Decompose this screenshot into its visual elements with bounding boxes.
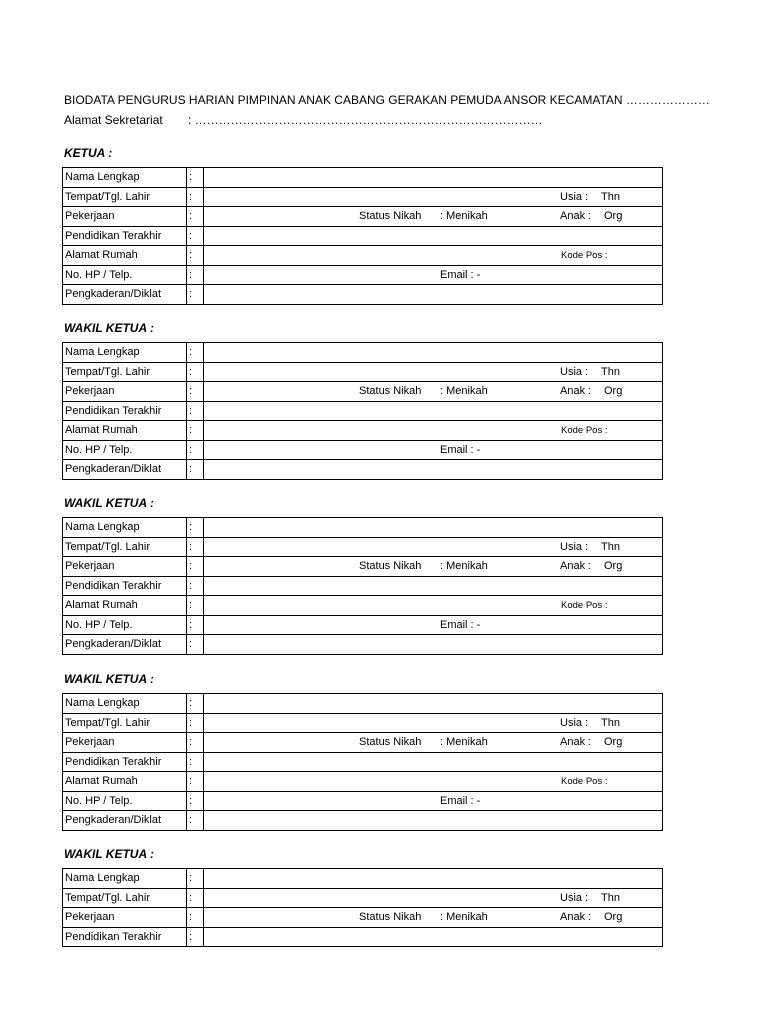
section-wakil-ketua (62, 847, 662, 947)
row-ttl (63, 713, 663, 733)
row-nama (63, 518, 663, 538)
colon: : (187, 635, 204, 655)
label-ttl: Tempat/Tgl. Lahir (63, 187, 187, 207)
org-label: Org (604, 210, 623, 222)
field-alamat[interactable] (204, 772, 663, 792)
field-kaderisasi[interactable] (204, 285, 663, 305)
colon: : (187, 168, 204, 188)
email-label: Email : - (440, 794, 481, 807)
section-title: WAKIL KETUA : (64, 321, 154, 335)
document-title: BIODATA PENGURUS HARIAN PIMPINAN ANAK CABANG GERAKAN PEMUDA ANSOR KECAMATAN ………………… (64, 93, 710, 107)
row-kaderisasi (63, 460, 663, 480)
label-alamat: Alamat Rumah (63, 421, 187, 441)
usia-label: Usia : (560, 716, 589, 729)
usia-label: Usia : (560, 190, 589, 203)
biodata-table (62, 517, 663, 655)
row-alamat (63, 772, 663, 792)
thn-label: Thn (601, 891, 620, 904)
colon: : (187, 557, 204, 577)
field-ttl[interactable] (204, 888, 663, 908)
menikah-value: : Menikah (440, 210, 488, 222)
row-alamat (63, 421, 663, 441)
colon: : (187, 207, 204, 227)
colon: : (187, 246, 204, 266)
field-kaderisasi[interactable] (204, 460, 663, 480)
field-alamat[interactable] (204, 596, 663, 616)
kode-pos-label: Kode Pos : (561, 600, 608, 611)
label-ttl: Tempat/Tgl. Lahir (63, 888, 187, 908)
label-nama: Nama Lengkap (63, 168, 187, 188)
section-title: KETUA : (64, 146, 113, 160)
thn-label: Thn (601, 716, 620, 729)
row-alamat (63, 596, 663, 616)
colon: : (187, 927, 204, 947)
label-pekerjaan: Pekerjaan (63, 733, 187, 753)
colon: : (187, 421, 204, 441)
field-hp[interactable] (204, 440, 663, 460)
label-alamat: Alamat Rumah (63, 246, 187, 266)
section-wakil-ketua (62, 496, 662, 655)
section-wakil-ketua (62, 672, 662, 831)
row-hp (63, 791, 663, 811)
row-ttl (63, 187, 663, 207)
field-nama[interactable] (204, 343, 663, 363)
org-label: Org (604, 560, 623, 572)
field-kaderisasi[interactable] (204, 811, 663, 831)
label-pendidikan: Pendidikan Terakhir (63, 927, 187, 947)
row-kaderisasi (63, 811, 663, 831)
colon: : (187, 791, 204, 811)
row-kaderisasi (63, 635, 663, 655)
label-hp: No. HP / Telp. (63, 265, 187, 285)
anak-label: Anak : (560, 560, 592, 572)
field-alamat[interactable] (204, 421, 663, 441)
label-nama: Nama Lengkap (63, 694, 187, 714)
colon: : (187, 226, 204, 246)
label-nama: Nama Lengkap (63, 343, 187, 363)
field-nama[interactable] (204, 518, 663, 538)
label-pekerjaan: Pekerjaan (63, 908, 187, 928)
section-title: WAKIL KETUA : (64, 496, 154, 510)
colon: : (187, 187, 204, 207)
status-nikah-label: Status Nikah (359, 911, 422, 923)
field-pekerjaan[interactable] (204, 382, 663, 402)
row-pekerjaan (63, 908, 663, 928)
colon: : (187, 752, 204, 772)
colon: : (187, 285, 204, 305)
anak-label: Anak : (560, 385, 592, 397)
field-ttl[interactable] (204, 713, 663, 733)
field-pendidikan[interactable] (204, 927, 663, 947)
colon: : (187, 440, 204, 460)
colon: : (187, 869, 204, 889)
colon: : (187, 343, 204, 363)
colon: : (187, 694, 204, 714)
section-title: WAKIL KETUA : (64, 847, 154, 861)
menikah-value: : Menikah (440, 911, 488, 923)
row-hp (63, 615, 663, 635)
field-pekerjaan[interactable] (204, 908, 663, 928)
row-ttl (63, 888, 663, 908)
row-ttl (63, 362, 663, 382)
section-ketua (62, 146, 662, 305)
label-kaderisasi: Pengkaderan/Diklat (63, 460, 187, 480)
colon: : (187, 265, 204, 285)
org-label: Org (604, 385, 623, 397)
colon: : (187, 576, 204, 596)
field-pekerjaan[interactable] (204, 557, 663, 577)
menikah-value: : Menikah (440, 560, 488, 572)
colon: : (187, 772, 204, 792)
address-value: : …………………………………………………………………………… (188, 113, 543, 127)
status-nikah-label: Status Nikah (359, 210, 422, 222)
email-label: Email : - (440, 268, 481, 281)
label-kaderisasi: Pengkaderan/Diklat (63, 811, 187, 831)
label-alamat: Alamat Rumah (63, 596, 187, 616)
org-label: Org (604, 736, 623, 748)
colon: : (187, 888, 204, 908)
biodata-table (62, 342, 663, 480)
org-label: Org (604, 911, 623, 923)
label-hp: No. HP / Telp. (63, 615, 187, 635)
row-pendidikan (63, 401, 663, 421)
colon: : (187, 537, 204, 557)
label-kaderisasi: Pengkaderan/Diklat (63, 285, 187, 305)
email-label: Email : - (440, 443, 481, 456)
label-pendidikan: Pendidikan Terakhir (63, 226, 187, 246)
section-title: WAKIL KETUA : (64, 672, 154, 686)
email-label: Email : - (440, 618, 481, 631)
field-pekerjaan[interactable] (204, 207, 663, 227)
colon: : (187, 908, 204, 928)
row-hp (63, 265, 663, 285)
colon: : (187, 518, 204, 538)
row-pendidikan (63, 576, 663, 596)
label-hp: No. HP / Telp. (63, 791, 187, 811)
kode-pos-label: Kode Pos : (561, 776, 608, 787)
colon: : (187, 713, 204, 733)
menikah-value: : Menikah (440, 385, 488, 397)
field-hp[interactable] (204, 791, 663, 811)
colon: : (187, 733, 204, 753)
kode-pos-label: Kode Pos : (561, 250, 608, 261)
row-pendidikan (63, 226, 663, 246)
anak-label: Anak : (560, 210, 592, 222)
row-pendidikan (63, 927, 663, 947)
colon: : (187, 460, 204, 480)
label-ttl: Tempat/Tgl. Lahir (63, 713, 187, 733)
address-line (64, 113, 543, 127)
status-nikah-label: Status Nikah (359, 560, 422, 572)
label-pendidikan: Pendidikan Terakhir (63, 576, 187, 596)
field-pendidikan[interactable] (204, 226, 663, 246)
field-nama[interactable] (204, 168, 663, 188)
thn-label: Thn (601, 540, 620, 553)
field-kaderisasi[interactable] (204, 635, 663, 655)
row-pekerjaan (63, 382, 663, 402)
label-alamat: Alamat Rumah (63, 772, 187, 792)
field-ttl[interactable] (204, 362, 663, 382)
label-ttl: Tempat/Tgl. Lahir (63, 537, 187, 557)
colon: : (187, 362, 204, 382)
biodata-table (62, 868, 663, 947)
row-ttl (63, 537, 663, 557)
thn-label: Thn (601, 190, 620, 203)
colon: : (187, 615, 204, 635)
label-kaderisasi: Pengkaderan/Diklat (63, 635, 187, 655)
colon: : (187, 382, 204, 402)
row-pekerjaan (63, 733, 663, 753)
field-hp[interactable] (204, 615, 663, 635)
field-nama[interactable] (204, 694, 663, 714)
label-pekerjaan: Pekerjaan (63, 207, 187, 227)
anak-label: Anak : (560, 911, 592, 923)
row-hp (63, 440, 663, 460)
biodata-table (62, 693, 663, 831)
row-nama (63, 168, 663, 188)
row-alamat (63, 246, 663, 266)
row-nama (63, 869, 663, 889)
label-hp: No. HP / Telp. (63, 440, 187, 460)
colon: : (187, 596, 204, 616)
label-pekerjaan: Pekerjaan (63, 382, 187, 402)
menikah-value: : Menikah (440, 736, 488, 748)
row-nama (63, 343, 663, 363)
label-nama: Nama Lengkap (63, 869, 187, 889)
biodata-table (62, 167, 663, 305)
field-alamat[interactable] (204, 246, 663, 266)
usia-label: Usia : (560, 365, 589, 378)
status-nikah-label: Status Nikah (359, 736, 422, 748)
row-pekerjaan (63, 207, 663, 227)
colon: : (187, 811, 204, 831)
field-hp[interactable] (204, 265, 663, 285)
field-pendidikan[interactable] (204, 752, 663, 772)
address-label: Alamat Sekretariat (64, 113, 163, 127)
kode-pos-label: Kode Pos : (561, 425, 608, 436)
colon: : (187, 401, 204, 421)
anak-label: Anak : (560, 736, 592, 748)
row-pekerjaan (63, 557, 663, 577)
field-pendidikan[interactable] (204, 401, 663, 421)
label-ttl: Tempat/Tgl. Lahir (63, 362, 187, 382)
field-pendidikan[interactable] (204, 576, 663, 596)
field-ttl[interactable] (204, 537, 663, 557)
row-pendidikan (63, 752, 663, 772)
field-pekerjaan[interactable] (204, 733, 663, 753)
label-pendidikan: Pendidikan Terakhir (63, 401, 187, 421)
label-pekerjaan: Pekerjaan (63, 557, 187, 577)
label-nama: Nama Lengkap (63, 518, 187, 538)
field-nama[interactable] (204, 869, 663, 889)
field-ttl[interactable] (204, 187, 663, 207)
thn-label: Thn (601, 365, 620, 378)
section-wakil-ketua (62, 321, 662, 480)
row-kaderisasi (63, 285, 663, 305)
status-nikah-label: Status Nikah (359, 385, 422, 397)
usia-label: Usia : (560, 891, 589, 904)
row-nama (63, 694, 663, 714)
label-pendidikan: Pendidikan Terakhir (63, 752, 187, 772)
usia-label: Usia : (560, 540, 589, 553)
